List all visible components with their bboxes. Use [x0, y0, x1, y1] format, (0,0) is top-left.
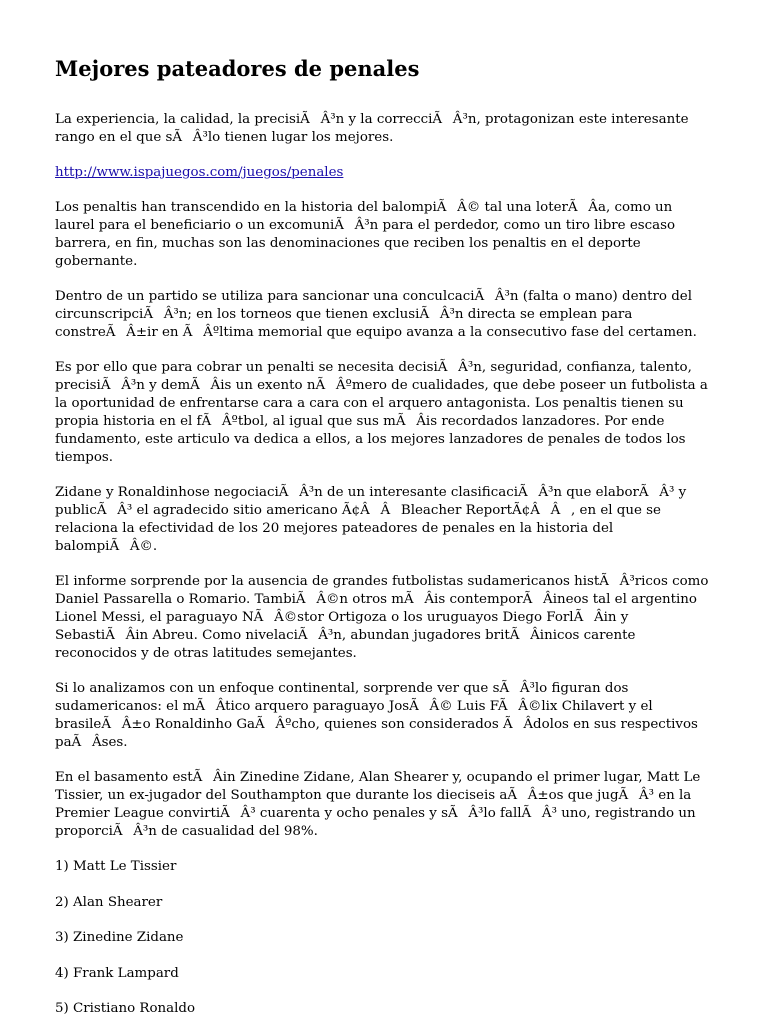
- ranking-item: 3) Zinedine Zidane: [55, 930, 184, 945]
- ranking-item: 5) Cristiano Ronaldo: [55, 1001, 196, 1016]
- paragraph: Zidane y Ronaldinhose negociaciÃÂ³n de un interesante clasificaciÃÂ³n que elaborÃÂ³ y publicÃÂ³ el agradecido sitio americano Ã¢ÂÂBleacher ReportÃ¢ÂÂ, en el que se relaciona la efectividad de los 20 mejores pateadores de penales en la historia del balompiÃÂ©.: [55, 485, 687, 554]
- paragraph: Dentro de un partido se utiliza para sancionar una conculcaciÃÂ³n (falta o mano) dentro del circunscripciÃÂ³n; en los torneos que tienen exclusiÃÂ³n directa se emplean para constreÃÂ±ir en ÃÂºltima memorial que equipo avanza a la consecutivo fase del certamen.: [55, 289, 697, 340]
- ranking-item: 4) Frank Lampard: [55, 965, 179, 981]
- paragraph: Si lo analizamos con un enfoque continental, sorprende ver que sÃÂ³lo figuran dos sudamericanos: el mÃÂtico arquero paraguayo JosÃÂ© Luis FÃÂ©lix Chilavert y el brasileÃÂ±o Ronaldinho GaÃÂºcho, quienes son considerados ÃÂdolos en sus respectivos paÃÂses.: [55, 681, 698, 750]
- source-link-paragraph: [55, 164, 715, 182]
- paragraph-intro: La experiencia, la calidad, la precisiÃÂ³n y la correcciÃÂ³n, protagonizan este interesante rango en el que sÃÂ³lo tienen lugar los mejores.: [55, 112, 689, 145]
- source-link[interactable]: http://www.ispajuegos.com/juegos/penales: [55, 165, 344, 180]
- ranking-item: 2) Alan Shearer: [55, 894, 163, 910]
- paragraph: El informe sorprende por la ausencia de grandes futbolistas sudamericanos histÃÂ³ricos como Daniel Passarella o Romario. TambiÃÂ©n otros mÃÂis contemporÃÂineos tal el argentino Lionel Messi, el paraguayo NÃÂ©stor Ortigoza o los uruguayos Diego ForlÃÂin y SebastiÃÂin Abreu. Como nivelaciÃÂ³n, abundan jugadores britÃÂinicos carente reconocidos y de otras latitudes semejantes.: [55, 574, 709, 661]
- ranking-item: 1) Matt Le Tissier: [55, 859, 177, 874]
- paragraph: En el basamento estÃÂin Zinedine Zidane, Alan Shearer y, ocupando el primer lugar, Matt Le Tissier, un ex-jugador del Southampton que durante los dieciseis aÃÂ±os que jugÃÂ³ en la Premier League convirtiÃÂ³ cuarenta y ocho penales y sÃÂ³lo fallÃÂ³ uno, registrando un proporciÃÂ³n de casualidad del 98%.: [55, 770, 701, 839]
- paragraph: Los penaltis han transcendido en la historia del balompiÃÂ© tal una loterÃÂa, como un laurel para el beneficiario o un excomuniÃÂ³n para el perdedor, como un tiro libre escaso barrera, en fin, muchas son las denominaciones que reciben los penaltis en el deporte gobernante.: [55, 200, 676, 269]
- page-title: Mejores pateadores de penales: [55, 56, 420, 81]
- document-body: [55, 56, 715, 1036]
- paragraph: Es por ello que para cobrar un penalti se necesita decisiÃÂ³n, seguridad, confianza, talento, precisiÃÂ³n y demÃÂis un exento nÃÂºmero de cualidades, que debe poseer un futbolista a la oportunidad de enfrentarse cara a cara con el arquero antagonista. Los penaltis tienen su propia historia en el fÃÂºtbol, al igual que sus mÃÂis recordados lanzadores. Por ende fundamento, este articulo va dedica a ellos, a los mejores lanzadores de penales de todos los tiempos.: [55, 360, 708, 465]
